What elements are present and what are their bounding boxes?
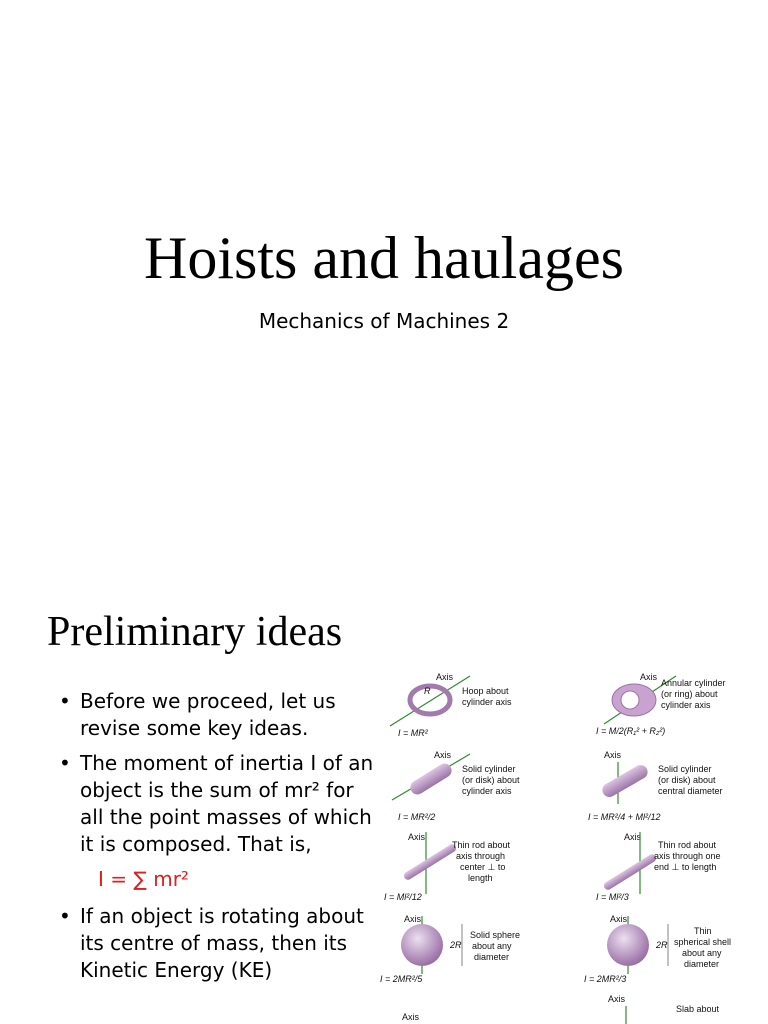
caption-line: Slab about: [676, 1004, 720, 1014]
caption-line: (or ring) about: [661, 689, 718, 699]
caption-line: central diameter: [658, 786, 723, 796]
radius-label: R: [424, 686, 431, 696]
slab-diagram: [402, 994, 720, 1024]
radius-label: 2R: [656, 940, 668, 950]
ring-inner-shape: [621, 691, 639, 709]
caption-line: axis through: [456, 851, 506, 861]
caption-line: (or disk) about: [658, 775, 716, 785]
inertia-formula: I = ∑ mr²: [98, 867, 189, 891]
caption-line: cylinder axis: [462, 697, 512, 707]
caption-line: Solid sphere: [470, 930, 521, 940]
content-slide: [0, 576, 768, 1024]
bullet-text: The moment of inertia I of an object is the sum of mr² for all the point masses of which it is composed. That is,: [80, 751, 374, 856]
bullet-dot-icon: •: [59, 904, 71, 928]
inertia-equation: I = 2MR²/3: [584, 974, 627, 984]
thin-rod-end-diagram: [596, 832, 721, 902]
axis-label: Axis: [436, 672, 454, 682]
solid-cylinder-diagram: [392, 750, 520, 822]
axis-label: Axis: [408, 832, 426, 842]
caption-line: Solid cylinder: [658, 764, 712, 774]
inertia-equation: I = Ml²/3: [596, 892, 629, 902]
sphere-shape: [607, 924, 649, 966]
caption-line: diameter: [474, 952, 510, 962]
bullet-item: [55, 903, 375, 984]
bullet-item: [55, 688, 375, 742]
solid-cylinder-diameter-diagram: [588, 750, 723, 822]
axis-label: Axis: [608, 994, 626, 1004]
slide-title: Hoists and haulages: [144, 225, 624, 291]
radius-label: 2R: [450, 940, 462, 950]
inertia-equation: I = Ml²/12: [384, 892, 422, 902]
slide-subtitle: Mechanics of Machines 2: [258, 309, 510, 333]
caption-line: Thin: [694, 926, 712, 936]
bullet-text: If an object is rotating about its centre of mass, then its Kinetic Energy (KE): [80, 904, 364, 982]
axis-label: Axis: [434, 750, 452, 760]
annular-cylinder-diagram: [596, 672, 726, 736]
caption-line: spherical shell: [674, 937, 732, 947]
caption-line: length: [468, 873, 493, 883]
solid-sphere-diagram: [380, 914, 520, 984]
cylinder-shape: [600, 762, 650, 799]
rod-shape: [602, 853, 657, 892]
thin-rod-center-diagram: [384, 832, 511, 902]
axis-label: Axis: [624, 832, 642, 842]
caption-line: Thin rod about: [452, 840, 511, 850]
axis-label: Axis: [610, 914, 628, 924]
caption-line: Solid cylinder: [462, 764, 516, 774]
cylinder-shape: [408, 761, 454, 797]
caption-line: (or disk) about: [462, 775, 520, 785]
hoop-diagram: [390, 672, 512, 738]
caption-line: end ⊥ to length: [654, 862, 717, 872]
caption-line: Hoop about: [462, 686, 509, 696]
caption-line: cylinder axis: [661, 700, 711, 710]
caption-line: axis through one: [654, 851, 721, 861]
content-slide-title: Preliminary ideas: [47, 609, 343, 655]
spherical-shell-diagram: [584, 914, 731, 984]
axis-label: Axis: [604, 750, 622, 760]
inertia-equation: I = MR²: [398, 728, 428, 738]
axis-label: Axis: [402, 1012, 420, 1022]
sphere-shape: [401, 924, 443, 966]
caption-line: about any: [682, 948, 722, 958]
moment-of-inertia-figure: [378, 672, 768, 1024]
caption-line: center ⊥ to: [460, 862, 506, 872]
bullet-list: [55, 688, 375, 992]
axis-label: Axis: [640, 672, 658, 682]
caption-line: about any: [472, 941, 512, 951]
inertia-equation: I = 2MR²/5: [380, 974, 423, 984]
inertia-equation: I = MR²/4 + Ml²/12: [588, 812, 661, 822]
caption-line: Annular cylinder: [661, 678, 726, 688]
bullet-text: Before we proceed, let us revise some key ideas.: [80, 689, 336, 740]
caption-line: Thin rod about: [658, 840, 717, 850]
bullet-item: [55, 750, 375, 858]
caption-line: diameter: [684, 959, 720, 969]
inertia-equation: I = MR²/2: [398, 812, 436, 822]
inertia-diagram: [378, 672, 768, 1024]
inertia-equation: I = M/2(R₁² + R₂²): [596, 726, 666, 736]
bullet-dot-icon: •: [59, 689, 71, 713]
axis-label: Axis: [404, 914, 422, 924]
rod-shape: [402, 843, 457, 882]
caption-line: cylinder axis: [462, 786, 512, 796]
bullet-dot-icon: •: [59, 751, 71, 775]
